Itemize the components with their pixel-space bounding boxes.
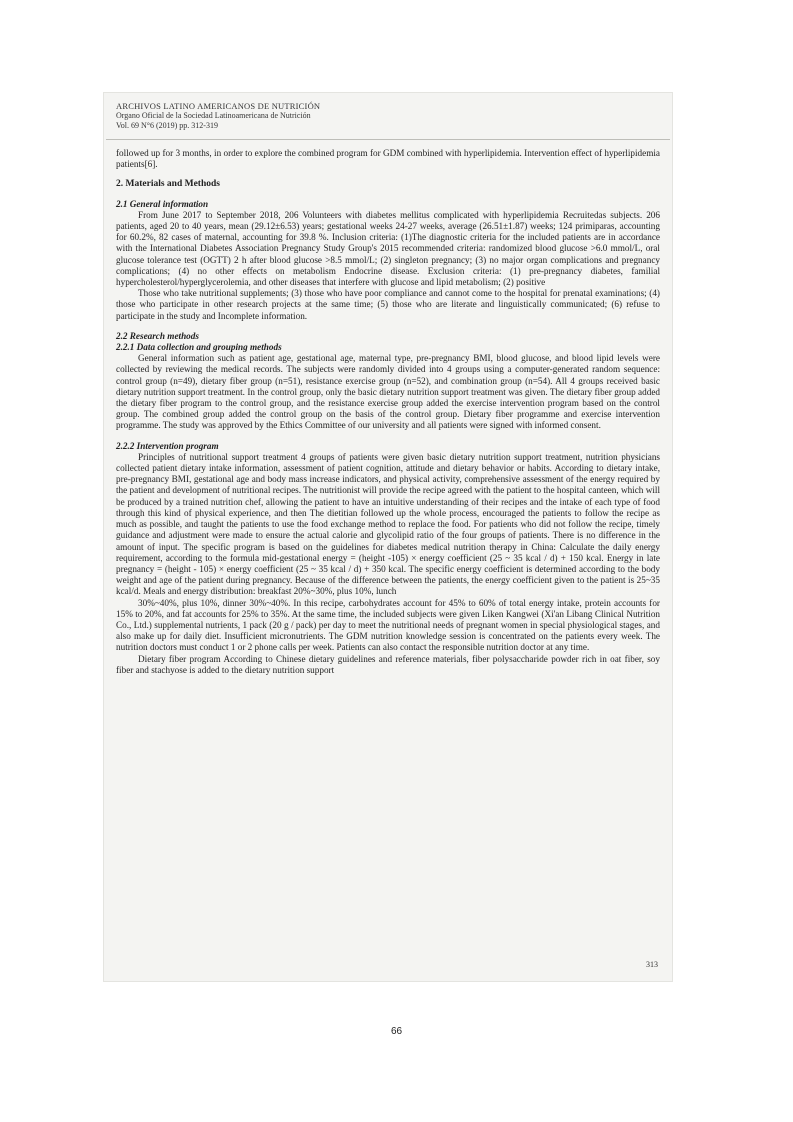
journal-volume: Vol. 69 N°6 (2019) pp. 312-319 (116, 121, 218, 130)
journal-page-number: 313 (646, 960, 658, 969)
article-body (116, 148, 660, 676)
subsection-heading-intervention: 2.2.2 Intervention program (116, 440, 219, 451)
general-info-paragraph: From June 2017 to September 2018, 206 Volunteers with diabetes mellitus complicated with hyperlipidemia Recruitedas subjects. 206 patients, aged 20 to 40 years, mean (29.12±6.53) years; gestational weeks 24-27 weeks, average (26.51±1.87) weeks; 124 primiparas, accounting for 60.2%, 82 cases of maternal, accounting for 39.8 %. Inclusion criteria: (1)The diagnostic criteria for the included patients are in accordance with the International Diabetes Association Pregnancy Study Group's 2015 recommended criteria: randomized blood glucose >6.0 mmol/L, oral glucose tolerance test (OGTT) 2 h after blood glucose >8.5 mmol/L; (2) singleton pregnancy; (3) no major organ complications and pregnancy complications; (4) no other effects on metabolism Endocrine disease. Exclusion criteria: (1) pre-pregnancy diabetes, familial hypercholesterol/hyperglycerolemia, and other diseases that interfere with glucose and lipid metabolism; (2) positive (116, 209, 660, 288)
journal-header (116, 101, 656, 131)
subsection-heading-data: 2.2.1 Data collection and grouping methods (116, 342, 282, 353)
subsection-heading-general: 2.1 General information (116, 198, 209, 209)
intervention-paragraph-1: Principles of nutritional support treatment 4 groups of patients were given basic dietary nutrition support treatment, nutrition physicians collected patient dietary intake information, assessment of patient cognition, attitude and dietary behavior or habits. According to dietary intake, pre-pregnancy BMI, gestational age and body mass increase indicators, and physical activity, comprehensive assessment of the energy required by the patient and development of nutritional recipes. The nutritionist will provide the recipe agreed with the patient to the hospital canteen, which will be produced by a trained nutrition chef, allowing the patient to have an intuitive understanding of their recipes and the intake of each type of food through this kind of physical experience, and then The dietitian followed up the whole process, encouraged the patients to follow the recipe as much as possible, and taught the patients to use the food exchange method to replace the food. For patients who did not follow the recipe, timely guidance and adjustment were made to ensure the actual calorie and glycolipid ratio of the four groups of patients. There is no difference in the amount of input. The specific program is based on the guidelines for diabetes medical nutrition therapy in China: Calculate the daily energy requirement, according to the formula mid-gestational energy = (height -105) × energy coefficient (25 ~ 35 kcal / d) + 150 kcal. Energy in late pregnancy = (height - 105) × energy coefficient (25 ~ 35 kcal / d) + 350 kcal. The specific energy coefficient is determined according to the body weight and age of the patient during pregnancy. Because of the difference between the patients, the energy coefficient given to the patient is 25~35 kcal/d. Meals and energy distribution: breakfast 20%~30%, plus 10%, lunch (116, 451, 660, 597)
document-page-number: 66 (390, 1026, 403, 1037)
intervention-paragraph-2: 30%~40%, plus 10%, dinner 30%~40%. In this recipe, carbohydrates account for 45% to 60% of total energy intake, protein accounts for 15% to 20%, and fat accounts for 25% to 35%. At the same time, the included subjects were given Liken Kangwei (Xi'an Libang Clinical Nutrition Co., Ltd.) supplemental nutrients, 1 pack (20 g / pack) per day to meet the nutritional needs of pregnant women in special physiological stages, and also make up for daily diet. Insufficient micronutrients. The GDM nutrition knowledge session is concentrated on the patients every week. The nutrition doctors must conduct 1 or 2 phone calls per week. Patients can also contact the responsible nutrition doctor at any time. (116, 597, 660, 653)
exclusion-paragraph: Those who take nutritional supplements; (3) those who have poor compliance and cannot come to the hospital for prenatal examinations; (4) those who participate in other research projects at the same time; (5) those who are literate and linguistically communicated; (6) refuse to participate in the study and Incomplete information. (116, 288, 660, 321)
subsection-heading-research: 2.2 Research methods (116, 330, 199, 341)
data-collection-paragraph: General information such as patient age, gestational age, maternal type, pre-pregnancy BMI, blood glucose, and blood lipid levels were collected by reviewing the medical records. The subjects were randomly divided into 4 groups using a computer-generated random sequence: control group (n=49), dietary fiber group (n=51), resistance exercise group (n=52), and combination group (n=54). All 4 groups received basic dietary nutrition support treatment. In the control group, only the basic dietary nutrition support treatment was given. The dietary fiber group added the dietary fiber program to the control group, and the resistance exercise group added the exercise intervention program based on the control group. The combined group added the control group on the basis of the control group. Dietary fiber programme and exercise intervention programme. The study was approved by the Ethics Committee of our university and all patients were signed with informed consent. (116, 353, 660, 431)
header-divider (106, 139, 670, 140)
intro-paragraph: followed up for 3 months, in order to explore the combined program for GDM combined with hyperlipidemia. Intervention effect of hyperlipidemia patients[6]. (116, 148, 660, 170)
scanned-page (103, 92, 673, 982)
section-heading-materials: 2. Materials and Methods (116, 179, 220, 190)
journal-title: ARCHIVOS LATINO AMERICANOS DE NUTRICIÓN (116, 101, 321, 111)
intervention-paragraph-3: Dietary fiber program According to Chinese dietary guidelines and reference materials, fiber polysaccharide powder rich in oat fiber, soy fiber and stachyose is added to the dietary nutrition support (116, 653, 660, 675)
journal-organ: Organo Oficial de la Sociedad Latinoamericana de Nutrición (116, 111, 311, 120)
